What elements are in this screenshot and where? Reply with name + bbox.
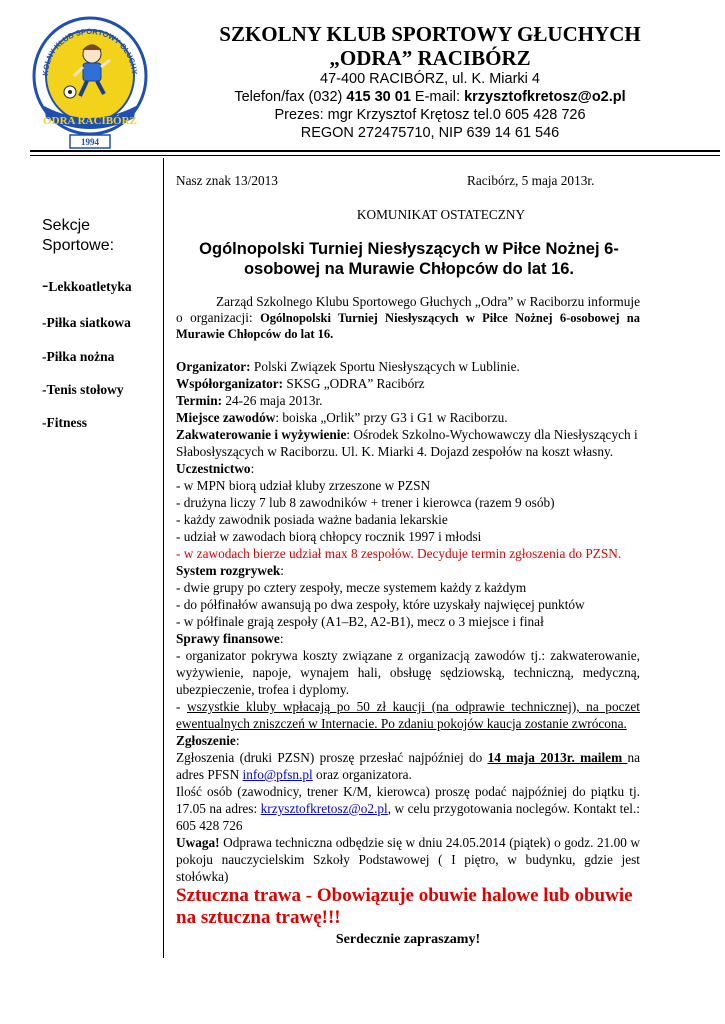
organizer: Organizator: Polski Związek Sportu Niesłyszących w Lublinie. (176, 359, 520, 374)
sidebar-item-pilka-siatkowa: -Piłka siatkowa (42, 315, 131, 330)
application-paragraph-1: Zgłoszenia (druki PZSN) proszę przesłać najpóźniej do 14 maja 2013r. mailem na adres PFSN info@pfsn.pl oraz organizatora. (176, 750, 640, 782)
application-paragraph-2: Ilość osób (zawodnicy, trener K/M, kierowca) proszę podać najpóźniej do piątku tj. 17.05 na adres: krzysztofkretosz@o2.pl, w celu przygotowania noclegów. Kontakt tel.: 605 428 726 (176, 784, 640, 833)
header-rule-thin (30, 155, 720, 156)
closing-invitation: Serdecznie zapraszamy! (335, 932, 481, 947)
participation-item: - udział w zawodach biorą chłopcy rocznik 1997 i młodsi (176, 529, 482, 544)
venue: Miejsce zawodów: boiska „Orlik” przy G3 i G1 w Raciborzu. (176, 410, 508, 425)
sidebar-divider (163, 158, 164, 958)
participation-limit-note: - w zawodach bierze udział max 8 zespołów. Decyduje termin zgłoszenia do PZSN. (176, 546, 622, 561)
club-regon: REGON 272475710, NIP 639 14 61 546 (300, 125, 560, 141)
sidebar-heading-line1: Sekcje (42, 217, 91, 234)
header-rule-thick (30, 150, 720, 152)
sidebar-item-tenis-stolowy: -Tenis stołowy (42, 382, 124, 397)
letter-reference: Nasz znak 13/2013 (176, 173, 278, 188)
term: Termin: 24-26 maja 2013r. (176, 393, 323, 408)
phone-number: 415 30 01 (346, 89, 411, 105)
finance-deposit: - wszystkie kluby wpłacają po 50 zł kaucji (na odprawie technicznej), na poczet ewentualnych zniszczeń w Internacie. Po zdaniu pokojów kaucja zostanie zwrócona. (176, 699, 640, 731)
intro-paragraph: Zarząd Szkolnego Klubu Sportowego Głuchych „Odra” w Raciborzu informuje o organizacji: Ogólnopolski Turniej Niesłyszących w Piłce Nożnej 6-osobowej na Murawie Chłopców do lat 16. (176, 294, 640, 341)
club-address: 47-400 RACIBÓRZ, ul. K. Miarki 4 (320, 71, 540, 87)
turf-footwear-note: Sztuczna trawa - Obowiązuje obuwie halowe lub obuwie na sztuczna trawę!!! (176, 885, 633, 928)
club-name-line1: SZKOLNY KLUB SPORTOWY GŁUCHYCH (219, 22, 641, 46)
system-item: - dwie grupy po cztery zespoły, mecze systemem każdy z każdym (176, 580, 527, 595)
finance-costs: - organizator pokrywa koszty związane z organizacją zawodów tj.: zakwaterowanie, wyżywienie, napoje, wynajem hali, obsługę sędziowską, techniczną, medyczną, ubezpieczenie, trofea i dyplomy. (176, 648, 640, 697)
tournament-title-line1: Ogólnopolski Turniej Niesłyszących w Piłce Nożnej 6- (199, 240, 619, 258)
club-logo (30, 14, 150, 152)
participation-item: - w MPN biorą udział kluby zrzeszone w PZSN (176, 478, 431, 493)
letter-date: Racibórz, 5 maja 2013r. (467, 173, 595, 188)
komunikat-heading: KOMUNIKAT OSTATECZNY (356, 207, 526, 222)
system-item: - w półfinale grają zespoły (A1–B2, A2-B1), mecz o 3 miejsce i finał (176, 614, 544, 629)
club-contact (150, 88, 710, 106)
system-item: - do półfinałów awansują po dwa zespoły, które uzyskały najwięcej punktów (176, 597, 585, 612)
email-prefix: E-mail: (410, 89, 465, 105)
club-email: krzysztofkretosz@o2.pl (464, 89, 626, 105)
sidebar-heading-line2: Sportowe: (42, 237, 115, 254)
pfsn-email-link[interactable]: info@pfsn.pl (242, 767, 313, 782)
sidebar-item-fitness: -Fitness (42, 415, 87, 430)
details-block (176, 358, 640, 948)
participation-item: - drużyna liczy 7 lub 8 zawodników + trener i kierowca (razem 9 osób) (176, 495, 555, 510)
logo-emblem (30, 14, 150, 152)
organizer-email-link[interactable]: krzysztofkretosz@o2.pl (260, 801, 388, 816)
sidebar-item-pilka-nozna: -Piłka nożna (42, 349, 115, 364)
logo-year: 1994 (81, 137, 99, 147)
club-president: Prezes: mgr Krzysztof Krętosz tel.0 605 428 726 (274, 107, 586, 123)
logo-arc-text: KOLNY KLUB SPORTOWY GŁUCHY (40, 26, 140, 77)
logo-bottom-text: ODRA RACIBÓRZ (43, 115, 137, 127)
technical-briefing-note: Uwaga! Odprawa techniczna odbędzie się w dniu 24.05.2014 (piątek) o godz. 21.00 w pokoju nauczycielskim Szkoły Podstawowej ( I piętro, w budynku, gdzie jest stołówka) (176, 835, 640, 884)
finance-heading: Sprawy finansowe: (176, 631, 284, 646)
sidebar-item-lekkoatletyka: -Lekkoatletyka (42, 275, 132, 296)
club-name-line2: „ODRA” RACIBÓRZ (329, 46, 531, 70)
tournament-title (176, 239, 642, 279)
tournament-title-line2: osobowej na Murawie Chłopców do lat 16. (243, 260, 575, 278)
participation-item: - każdy zawodnik posiada ważne badania lekarskie (176, 512, 448, 527)
lodging: Zakwaterowanie i wyżywienie: Ośrodek Szkolno-Wychowawczy dla Niesłyszących i Słabosłyszących w Raciborzu. Ul. K. Miarki 4. Dojazd zespołów na koszt własny. (176, 427, 638, 459)
system-heading: System rozgrywek: (176, 563, 284, 578)
phone-prefix: Telefon/fax (032) (234, 89, 347, 105)
participation-heading: Uczestnictwo: (176, 461, 255, 476)
application-heading: Zgłoszenie: (176, 733, 240, 748)
coorganizer: Współorganizator: SKSG „ODRA” Racibórz (176, 376, 425, 391)
